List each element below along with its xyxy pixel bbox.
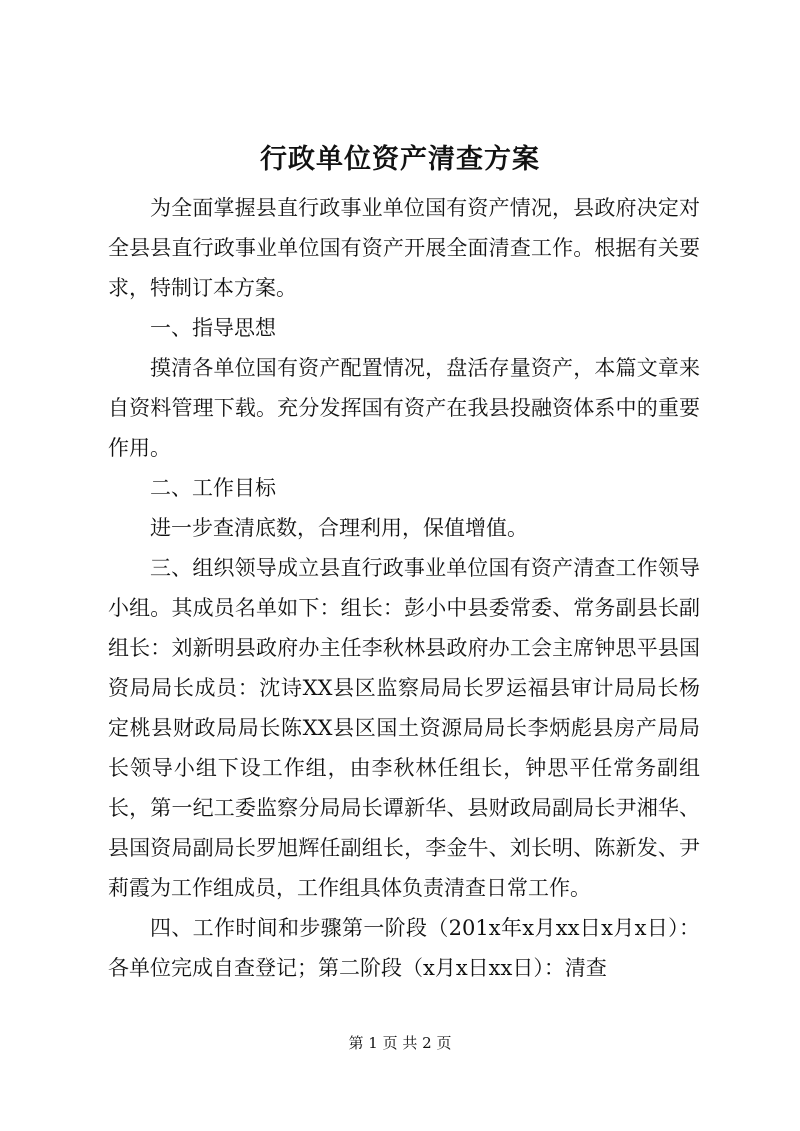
- paragraph-guiding-ideology: 摸清各单位国有资产配置情况，盘活存量资产，本篇文章来自资料管理下载。充分发挥国有资产在我县投融资体系中的重要作用。: [108, 356, 700, 460]
- document-body: [108, 188, 700, 988]
- document-title: 行政单位资产清查方案: [260, 144, 540, 175]
- page-number: 第 1 页 共 2 页: [348, 1034, 452, 1052]
- section-heading-work-goals: 二、工作目标: [150, 476, 276, 500]
- paragraph-organization: 三、组织领导成立县直行政事业单位国有资产清查工作领导小组。其成员名单如下：组长：彭小中县委常委、常务副县长副组长：刘新明县政府办主任李秋林县政府办工会主席钟思平县国资局局长成员：沈诗XX县区监察局局长罗运福县审计局局长杨定桃县财政局局长陈XX县区国土资源局局长李炳彪县房产局局长领导小组下设工作组，由李秋林任组长，钟思平任常务副组长，第一纪工委监察分局局长谭新华、县财政局副局长尹湘华、县国资局副局长罗旭辉任副组长，李金牛、刘长明、陈新发、尹莉霞为工作组成员，工作组具体负责清查日常工作。: [108, 556, 700, 900]
- paragraph-work-goals: 进一步查清底数，合理利用，保值增值。: [150, 516, 528, 540]
- paragraph-intro: 为全面掌握县直行政事业单位国有资产情况，县政府决定对全县县直行政事业单位国有资产开展全面清查工作。根据有关要求，特制订本方案。: [108, 196, 700, 300]
- paragraph-schedule: 四、工作时间和步骤第一阶段（201x年x月xx日x月x日）：各单位完成自查登记；第二阶段（x月x日xx日）：清查: [108, 916, 700, 980]
- section-heading-guiding-ideology: 一、指导思想: [150, 316, 276, 340]
